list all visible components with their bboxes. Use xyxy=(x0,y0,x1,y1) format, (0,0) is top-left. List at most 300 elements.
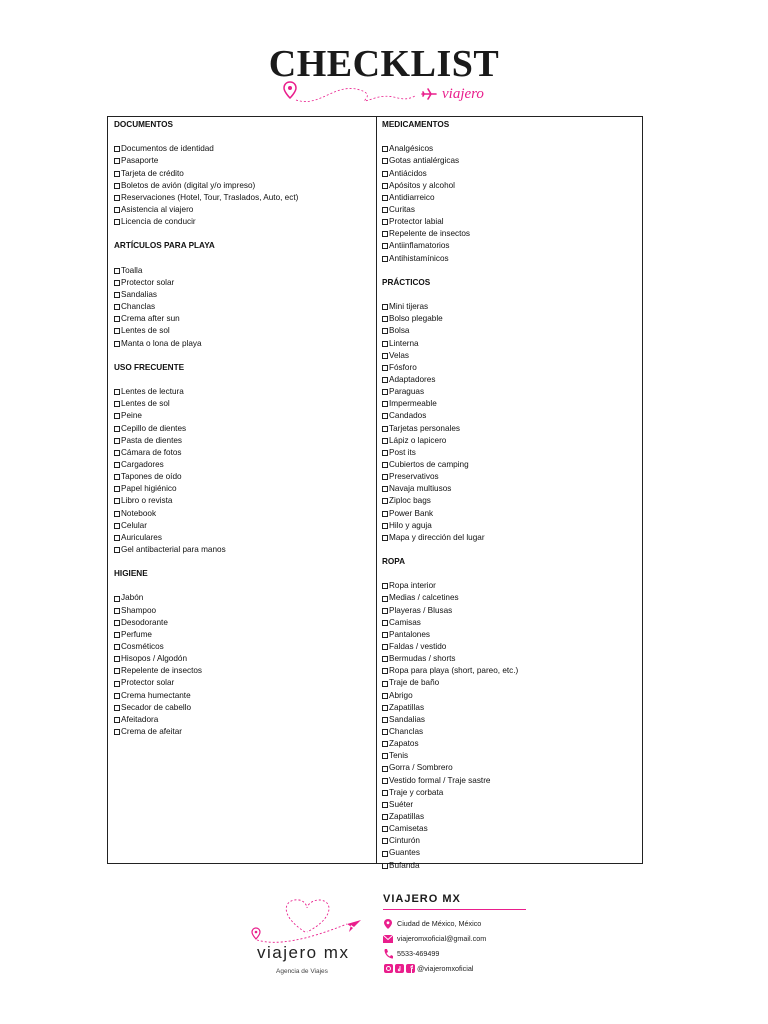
contact-divider xyxy=(383,909,526,910)
section-spacer xyxy=(382,289,638,301)
checklist-item[interactable] xyxy=(382,155,638,167)
checklist-item[interactable] xyxy=(382,471,638,483)
checkbox[interactable] xyxy=(382,511,388,517)
checkbox[interactable] xyxy=(382,498,388,504)
checklist-item[interactable] xyxy=(114,313,370,325)
checkbox[interactable] xyxy=(382,219,388,225)
email-text[interactable]: viajeromxoficial@gmail.com xyxy=(397,934,487,943)
checklist-item[interactable] xyxy=(382,762,638,774)
checkbox[interactable] xyxy=(382,693,388,699)
checkbox[interactable] xyxy=(382,365,388,371)
checklist-item-label: Guantes xyxy=(389,848,420,858)
checklist-item-label: Candados xyxy=(389,411,427,421)
checklist-item-label: Antiinflamatorios xyxy=(389,241,450,251)
checklist-item[interactable] xyxy=(114,338,370,350)
checkbox[interactable] xyxy=(114,426,120,432)
checklist-item-label: Hilo y aguja xyxy=(389,520,432,530)
checkbox[interactable] xyxy=(382,158,388,164)
checkbox[interactable] xyxy=(382,474,388,480)
checklist-item-label: Shampoo xyxy=(121,605,157,615)
checklist-item-label: Linterna xyxy=(389,338,419,348)
checklist-item-label: Antiácidos xyxy=(389,168,427,178)
checklist-item-label: Tapones de oído xyxy=(121,472,182,482)
checklist-item-label: Traje y corbata xyxy=(389,787,444,797)
checkbox[interactable] xyxy=(382,656,388,662)
checklist-item[interactable] xyxy=(382,168,638,180)
checklist-item-label: Bermudas / shorts xyxy=(389,654,456,664)
checkbox[interactable] xyxy=(114,304,120,310)
checklist-item-label: Lentes de lectura xyxy=(121,387,184,397)
checklist-item[interactable] xyxy=(114,423,370,435)
checklist-item[interactable] xyxy=(114,398,370,410)
checklist-item[interactable] xyxy=(114,495,370,507)
checkbox[interactable] xyxy=(382,341,388,347)
contact-social[interactable] xyxy=(383,961,543,976)
checklist-item[interactable] xyxy=(382,775,638,787)
checkbox[interactable] xyxy=(382,668,388,674)
checklist-item-label: Jabón xyxy=(121,593,144,603)
checkbox[interactable] xyxy=(114,523,120,529)
checkbox[interactable] xyxy=(114,632,120,638)
section-title: DOCUMENTOS xyxy=(114,120,173,129)
checklist-item[interactable] xyxy=(114,702,370,714)
checklist-item-label: Antidiarreico xyxy=(389,192,435,202)
checklist-item-label: Medias / calcetines xyxy=(389,593,459,603)
airplane-icon xyxy=(422,89,436,99)
section-spacer xyxy=(382,544,638,556)
checklist-item[interactable] xyxy=(382,532,638,544)
checklist-item[interactable] xyxy=(382,374,638,386)
checklist-item[interactable] xyxy=(114,325,370,337)
section-spacer xyxy=(114,228,370,240)
checkbox[interactable] xyxy=(382,632,388,638)
checklist-item-label: Zapatos xyxy=(389,739,419,749)
checklist-item-label: Suéter xyxy=(389,799,414,809)
checkbox[interactable] xyxy=(382,596,388,602)
checklist-item-label: Papel higiénico xyxy=(121,484,177,494)
checklist-item[interactable] xyxy=(382,459,638,471)
section-spacer xyxy=(114,374,370,386)
checkbox[interactable] xyxy=(382,389,388,395)
checkbox[interactable] xyxy=(114,705,120,711)
checklist-item[interactable] xyxy=(382,690,638,702)
checkbox[interactable] xyxy=(114,681,120,687)
checklist-item[interactable] xyxy=(382,629,638,641)
checkbox[interactable] xyxy=(114,158,120,164)
checklist-table xyxy=(107,116,643,870)
checklist-item-label: Ropa para playa (short, pareo, etc.) xyxy=(389,666,519,676)
checkbox[interactable] xyxy=(382,171,388,177)
checklist-item[interactable] xyxy=(382,398,638,410)
checkbox[interactable] xyxy=(382,838,388,844)
checklist-item-label: Fósforo xyxy=(389,362,417,372)
checkbox[interactable] xyxy=(382,741,388,747)
contact-phone[interactable] xyxy=(383,946,543,961)
checkbox[interactable] xyxy=(114,511,120,517)
checklist-item-label: Gotas antialérgicas xyxy=(389,156,460,166)
checkbox[interactable] xyxy=(114,729,120,735)
checklist-item-label: Auriculares xyxy=(121,532,162,542)
checkbox[interactable] xyxy=(114,280,120,286)
checklist-item-label: Bufanda xyxy=(389,860,420,870)
checklist-item[interactable] xyxy=(114,192,370,204)
checklist-item-label: Tarjeta de crédito xyxy=(121,168,184,178)
instagram-icon[interactable] xyxy=(383,964,393,974)
checklist-item[interactable] xyxy=(382,447,638,459)
checklist-item[interactable] xyxy=(114,508,370,520)
phone-icon xyxy=(383,949,393,959)
checklist-item-label: Traje de baño xyxy=(389,678,440,688)
checklist-item-label: Navaja multiusos xyxy=(389,484,452,494)
checkbox[interactable] xyxy=(382,802,388,808)
checklist-item-label: Toalla xyxy=(121,265,143,275)
checkbox[interactable] xyxy=(114,195,120,201)
checkbox[interactable] xyxy=(382,766,388,772)
checklist-item-label: Celular xyxy=(121,520,147,530)
checkbox[interactable] xyxy=(382,450,388,456)
column-divider xyxy=(376,117,377,863)
checklist-item[interactable] xyxy=(114,471,370,483)
checklist-item[interactable] xyxy=(382,617,638,629)
mail-icon xyxy=(383,934,393,944)
checklist-item-label: Crema after sun xyxy=(121,314,180,324)
phone-text[interactable]: 5533-469499 xyxy=(397,949,440,958)
checkbox[interactable] xyxy=(114,608,120,614)
checkbox[interactable] xyxy=(114,620,120,626)
checklist-item[interactable] xyxy=(114,143,370,155)
checklist-item-label: Power Bank xyxy=(389,508,434,518)
checklist-item[interactable] xyxy=(382,605,638,617)
checklist-item[interactable] xyxy=(382,847,638,859)
checklist-item[interactable] xyxy=(382,240,638,252)
checklist-item-label: Ziploc bags xyxy=(389,496,431,506)
checklist-item[interactable] xyxy=(382,702,638,714)
checkbox[interactable] xyxy=(114,341,120,347)
checklist-item[interactable] xyxy=(114,726,370,738)
checkbox[interactable] xyxy=(382,328,388,334)
checklist-item[interactable] xyxy=(382,386,638,398)
checklist-item-label: Licencia de conducir xyxy=(121,217,196,227)
checklist-item[interactable] xyxy=(114,532,370,544)
checklist-item-label: Lápiz o lapicero xyxy=(389,435,447,445)
section-title: MEDICAMENTOS xyxy=(382,120,450,129)
section-spacer xyxy=(114,580,370,592)
checklist-item-label: Antihistamínicos xyxy=(389,253,449,263)
checkbox[interactable] xyxy=(382,146,388,152)
checklist-item[interactable] xyxy=(114,204,370,216)
checkbox[interactable] xyxy=(114,219,120,225)
checkbox[interactable] xyxy=(114,547,120,553)
checklist-item[interactable] xyxy=(382,787,638,799)
checklist-item-label: Paraguas xyxy=(389,387,425,397)
checklist-item-label: Libro o revista xyxy=(121,496,173,506)
checklist-item[interactable] xyxy=(114,592,370,604)
checkbox[interactable] xyxy=(382,438,388,444)
checkbox[interactable] xyxy=(382,717,388,723)
checkbox[interactable] xyxy=(382,583,388,589)
checklist-item[interactable] xyxy=(382,860,638,872)
checklist-item[interactable] xyxy=(114,459,370,471)
checkbox[interactable] xyxy=(382,401,388,407)
social-handle[interactable]: @viajeromxoficial xyxy=(417,964,474,973)
section-spacer xyxy=(382,265,638,277)
checkbox[interactable] xyxy=(114,596,120,602)
checklist-item[interactable] xyxy=(114,690,370,702)
checklist-item[interactable] xyxy=(382,301,638,313)
checklist-item[interactable] xyxy=(114,520,370,532)
checklist-item[interactable] xyxy=(382,641,638,653)
checklist-item[interactable] xyxy=(382,338,638,350)
checklist-item[interactable] xyxy=(382,520,638,532)
location-pin-icon xyxy=(383,919,393,929)
checklist-item[interactable] xyxy=(114,447,370,459)
checklist-item-label: Ropa interior xyxy=(389,581,436,591)
checklist-item-label: Tenis xyxy=(389,751,409,761)
checklist-item-label: Hisopos / Algodón xyxy=(121,654,187,664)
checklist-item[interactable] xyxy=(382,835,638,847)
checkbox[interactable] xyxy=(114,171,120,177)
checklist-item[interactable] xyxy=(382,750,638,762)
checkbox[interactable] xyxy=(114,486,120,492)
checklist-item[interactable] xyxy=(382,738,638,750)
checkbox[interactable] xyxy=(382,608,388,614)
travel-route-decoration xyxy=(280,78,490,110)
checklist-item[interactable] xyxy=(114,483,370,495)
checklist-item-label: Sandalias xyxy=(121,289,157,299)
checklist-item-label: Reservaciones (Hotel, Tour, Traslados, Auto, ect) xyxy=(121,192,299,202)
checkbox[interactable] xyxy=(114,498,120,504)
checklist-item[interactable] xyxy=(382,483,638,495)
checkbox[interactable] xyxy=(114,292,120,298)
contact-title: VIAJERO MX xyxy=(383,893,461,905)
checkbox[interactable] xyxy=(382,353,388,359)
checklist-item-label: Crema humectante xyxy=(121,690,191,700)
checkbox[interactable] xyxy=(114,535,120,541)
checklist-item[interactable] xyxy=(114,180,370,192)
checklist-item[interactable] xyxy=(382,714,638,726)
checklist-item-label: Apósitos y alcohol xyxy=(389,180,455,190)
checkbox[interactable] xyxy=(382,790,388,796)
checkbox[interactable] xyxy=(114,183,120,189)
checklist-item[interactable] xyxy=(382,665,638,677)
checklist-item-label: Asistencia al viajero xyxy=(121,204,194,214)
checkbox[interactable] xyxy=(382,620,388,626)
checklist-item-label: Protector labial xyxy=(389,217,444,227)
checklist-item-label: Abrigo xyxy=(389,690,413,700)
checkbox[interactable] xyxy=(382,256,388,262)
checklist-item[interactable] xyxy=(114,677,370,689)
checkbox[interactable] xyxy=(382,705,388,711)
checkbox[interactable] xyxy=(382,778,388,784)
checkbox[interactable] xyxy=(382,377,388,383)
checklist-item-label: Lentes de sol xyxy=(121,326,170,336)
checkbox[interactable] xyxy=(114,316,120,322)
checkbox[interactable] xyxy=(114,644,120,650)
checkbox[interactable] xyxy=(382,863,388,869)
checklist-item[interactable] xyxy=(114,386,370,398)
logo-subtitle: Agencia de Viajes xyxy=(276,968,328,975)
checklist-item[interactable] xyxy=(114,289,370,301)
checkbox[interactable] xyxy=(382,316,388,322)
checklist-item[interactable] xyxy=(382,495,638,507)
contact-block xyxy=(383,893,543,976)
checkbox[interactable] xyxy=(382,644,388,650)
checklist-item-label: Bolsa xyxy=(389,326,410,336)
checklist-item[interactable] xyxy=(114,410,370,422)
checklist-item-label: Post its xyxy=(389,447,416,457)
checklist-item-label: Protector solar xyxy=(121,277,175,287)
checklist-item-label: Pasaporte xyxy=(121,156,159,166)
checklist-item-label: Cubiertos de camping xyxy=(389,459,469,469)
checkbox[interactable] xyxy=(114,717,120,723)
checklist-item-label: Mapa y dirección del lugar xyxy=(389,532,485,542)
checkbox[interactable] xyxy=(382,462,388,468)
checklist-item[interactable] xyxy=(114,605,370,617)
checklist-item[interactable] xyxy=(382,143,638,155)
checkbox[interactable] xyxy=(114,438,120,444)
checkbox[interactable] xyxy=(382,851,388,857)
checklist-item-label: Analgésicos xyxy=(389,144,434,154)
checklist-item[interactable] xyxy=(114,544,370,556)
heart-route-icon xyxy=(257,900,347,942)
checklist-item[interactable] xyxy=(114,435,370,447)
checklist-item[interactable] xyxy=(382,677,638,689)
checklist-item-label: Pantalones xyxy=(389,629,430,639)
checklist-item[interactable] xyxy=(382,726,638,738)
airplane-icon xyxy=(347,920,361,932)
checklist-item-label: Tarjetas personales xyxy=(389,423,460,433)
section-title: ROPA xyxy=(382,557,406,567)
checklist-item-label: Impermeable xyxy=(389,399,437,409)
checkbox[interactable] xyxy=(114,450,120,456)
checkbox[interactable] xyxy=(382,426,388,432)
checklist-item[interactable] xyxy=(382,313,638,325)
checkbox[interactable] xyxy=(114,462,120,468)
checklist-item[interactable] xyxy=(382,192,638,204)
checklist-item-label: Faldas / vestido xyxy=(389,642,447,652)
checkbox[interactable] xyxy=(114,328,120,334)
checkbox[interactable] xyxy=(114,207,120,213)
checkbox[interactable] xyxy=(382,195,388,201)
subtitle: viajero xyxy=(442,86,484,102)
checkbox[interactable] xyxy=(382,486,388,492)
checkbox[interactable] xyxy=(114,668,120,674)
left-column xyxy=(114,119,370,738)
checkbox[interactable] xyxy=(382,814,388,820)
checklist-item-label: Playeras / Blusas xyxy=(389,605,453,615)
checkbox[interactable] xyxy=(114,413,120,419)
checklist-item[interactable] xyxy=(114,301,370,313)
section-spacer xyxy=(114,131,370,143)
checklist-item-label: Cargadores xyxy=(121,459,164,469)
checkbox[interactable] xyxy=(114,146,120,152)
checkbox[interactable] xyxy=(382,413,388,419)
checklist-item-label: Afeitadora xyxy=(121,714,159,724)
checklist-item-label: Cosméticos xyxy=(121,642,164,652)
section-title: ARTÍCULOS PARA PLAYA xyxy=(114,241,215,251)
checkbox[interactable] xyxy=(114,389,120,395)
contact-location xyxy=(383,916,543,931)
checklist-item-label: Perfume xyxy=(121,629,152,639)
location-text: Ciudad de México, México xyxy=(397,919,482,928)
checklist-item-label: Camisetas xyxy=(389,824,428,834)
checklist-item-label: Protector solar xyxy=(121,678,175,688)
contact-email[interactable] xyxy=(383,931,543,946)
checklist-item[interactable] xyxy=(382,325,638,337)
checklist-item[interactable] xyxy=(382,435,638,447)
checkbox[interactable] xyxy=(382,243,388,249)
checklist-item[interactable] xyxy=(382,823,638,835)
checkbox[interactable] xyxy=(382,231,388,237)
facebook-icon[interactable] xyxy=(405,964,415,974)
checklist-item[interactable] xyxy=(114,168,370,180)
checklist-item[interactable] xyxy=(382,811,638,823)
checkbox[interactable] xyxy=(382,826,388,832)
checklist-item[interactable] xyxy=(382,204,638,216)
checklist-item[interactable] xyxy=(382,580,638,592)
checklist-item-label: Sandalias xyxy=(389,714,425,724)
checklist-item[interactable] xyxy=(114,665,370,677)
checklist-item[interactable] xyxy=(114,216,370,228)
checkbox[interactable] xyxy=(382,681,388,687)
checklist-item[interactable] xyxy=(382,216,638,228)
checklist-item-label: Peine xyxy=(121,411,142,421)
checklist-item[interactable] xyxy=(382,228,638,240)
checklist-item-label: Zapatillas xyxy=(389,812,425,822)
checklist-item[interactable] xyxy=(382,253,638,265)
checklist-item-label: Documentos de identidad xyxy=(121,144,214,154)
checklist-item-label: Cinturón xyxy=(389,836,420,846)
checklist-item[interactable] xyxy=(114,155,370,167)
checkbox[interactable] xyxy=(114,268,120,274)
checkbox[interactable] xyxy=(382,304,388,310)
section-title: PRÁCTICOS xyxy=(382,277,431,287)
checkbox[interactable] xyxy=(382,183,388,189)
checklist-item[interactable] xyxy=(382,653,638,665)
checkbox[interactable] xyxy=(114,474,120,480)
checklist-item[interactable] xyxy=(382,180,638,192)
checklist-item[interactable] xyxy=(114,714,370,726)
checklist-item[interactable] xyxy=(382,410,638,422)
checklist-item[interactable] xyxy=(114,641,370,653)
section-spacer xyxy=(382,568,638,580)
checklist-item[interactable] xyxy=(382,350,638,362)
checklist-item[interactable] xyxy=(114,617,370,629)
checklist-item[interactable] xyxy=(382,799,638,811)
checklist-item[interactable] xyxy=(382,362,638,374)
checklist-item[interactable] xyxy=(114,265,370,277)
checklist-item[interactable] xyxy=(114,653,370,665)
checklist-item[interactable] xyxy=(114,277,370,289)
checklist-item-label: Crema de afeitar xyxy=(121,727,182,737)
checklist-item-label: Vestido formal / Traje sastre xyxy=(389,775,491,785)
checkbox[interactable] xyxy=(382,207,388,213)
checklist-item-label: Cepillo de dientes xyxy=(121,423,187,433)
checklist-item[interactable] xyxy=(382,592,638,604)
checkbox[interactable] xyxy=(114,401,120,407)
checklist-item[interactable] xyxy=(382,423,638,435)
checklist-item-label: Boletos de avión (digital y/o impreso) xyxy=(121,180,256,190)
tiktok-icon[interactable] xyxy=(394,964,404,974)
checklist-item[interactable] xyxy=(382,508,638,520)
checkbox[interactable] xyxy=(382,523,388,529)
checkbox[interactable] xyxy=(114,693,120,699)
checklist-item[interactable] xyxy=(114,629,370,641)
checkbox[interactable] xyxy=(382,753,388,759)
checkbox[interactable] xyxy=(382,729,388,735)
checkbox[interactable] xyxy=(382,535,388,541)
checkbox[interactable] xyxy=(114,656,120,662)
